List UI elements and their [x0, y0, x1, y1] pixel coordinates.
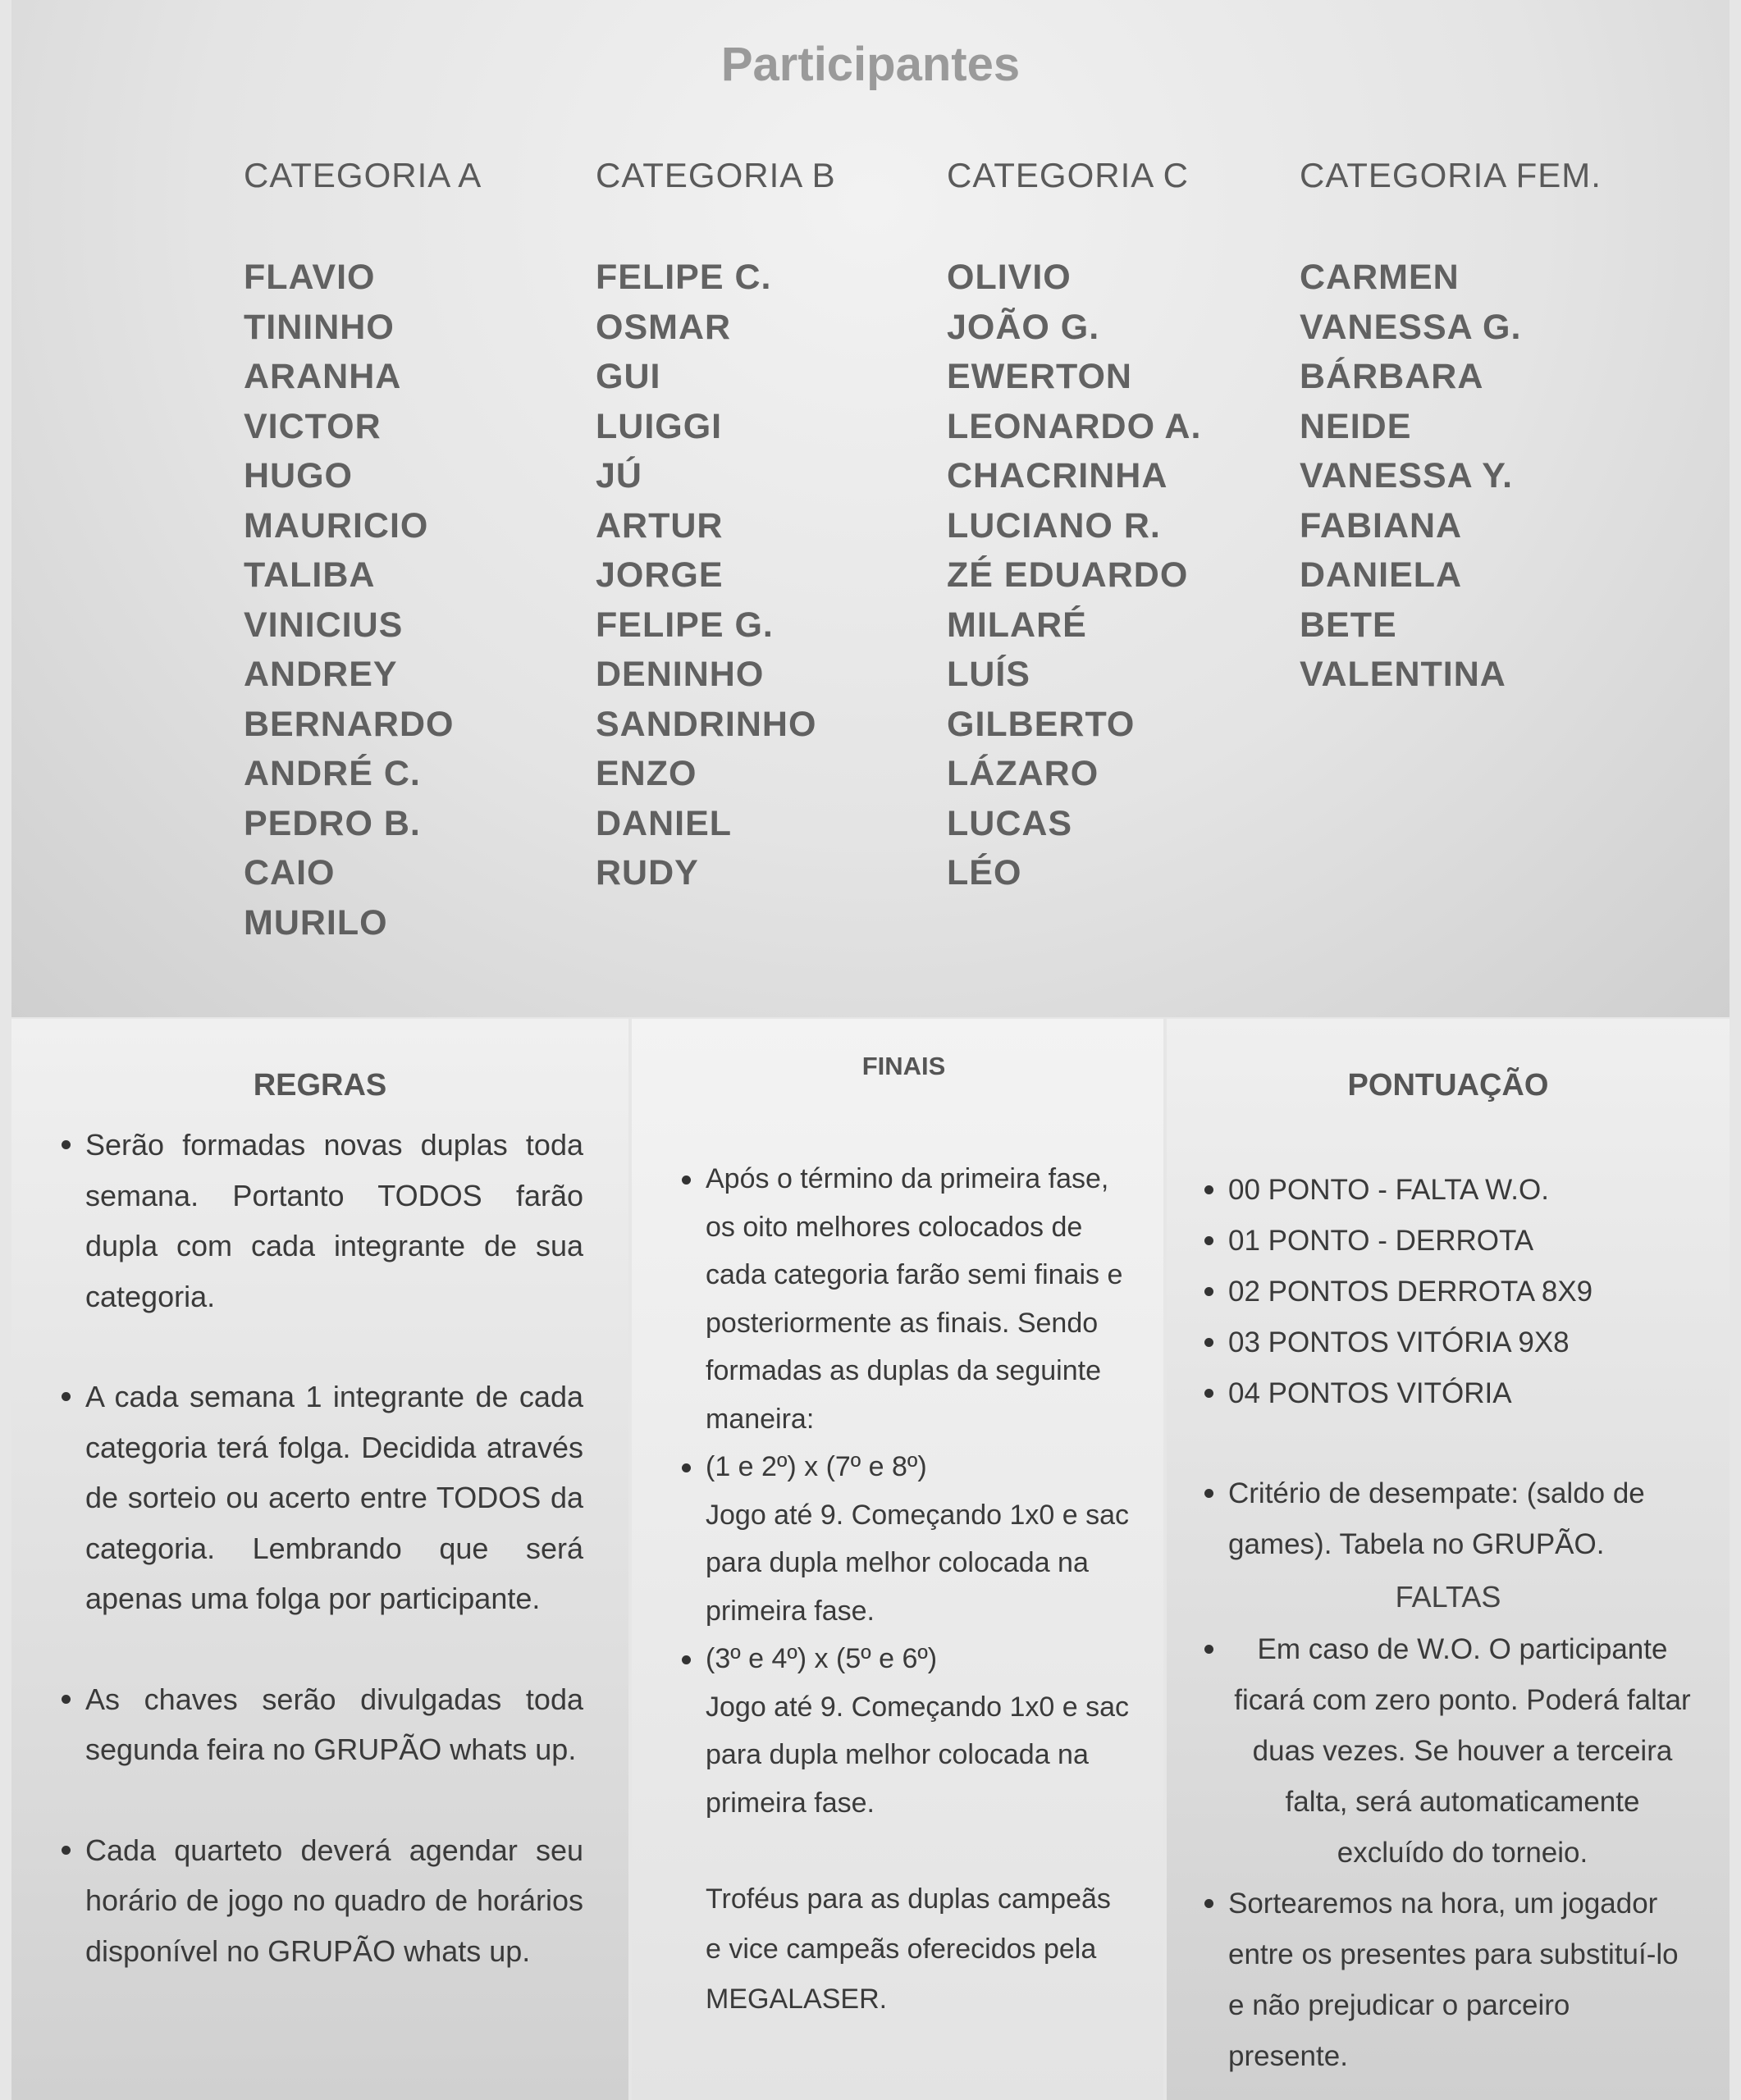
participant-name: CARMEN: [1300, 258, 1460, 297]
participant-name: ARANHA: [244, 357, 402, 396]
participant-name: OLIVIO: [947, 258, 1072, 297]
participant-name: FELIPE G.: [596, 605, 774, 645]
participant-name: CHACRINHA: [947, 456, 1168, 495]
participant-name: DANIELA: [1300, 555, 1463, 595]
participant-name: DENINHO: [596, 655, 765, 694]
participant-name: FLAVIO: [244, 258, 376, 297]
points-item: 04 PONTOS VITÓRIA: [1200, 1368, 1697, 1419]
participant-name: BETE: [1300, 605, 1397, 645]
participant-name: ANDREY: [244, 655, 398, 694]
participants-section: [11, 0, 1730, 1017]
faltas-item: Em caso de W.O. O participante ficará com zero ponto. Poderá faltar duas vezes. Se houver a terceira falta, será automaticamente excluído do torneio.: [1200, 1624, 1697, 1879]
points-item: 00 PONTO - FALTA W.O.: [1200, 1165, 1697, 1216]
finais-item: (3º e 4º) x (5º e 6º) Jogo até 9. Começando 1x0 e sac para dupla melhor colocada na primeira fase.: [677, 1635, 1131, 1827]
participant-name: ANDRÉ C.: [244, 754, 421, 793]
participant-list: [596, 253, 957, 898]
pontuacao-panel: [1167, 1019, 1730, 2100]
category-a: [244, 156, 605, 947]
participant-name: FABIANA: [1300, 505, 1463, 546]
bullet-icon: [1204, 1389, 1213, 1398]
faltas-item: Sortearemos na hora, um jogador entre os presentes para substituí-lo e não prejudicar o parceiro presente.: [1200, 1879, 1697, 2082]
category-c: [947, 156, 1308, 898]
participant-name: TININHO: [244, 307, 395, 347]
participant-name: PEDRO B.: [244, 803, 421, 843]
participant-list: [947, 253, 1308, 898]
participant-name: VICTOR: [244, 406, 382, 446]
bullet-icon: [682, 1655, 691, 1664]
bullet-icon: [62, 1140, 71, 1149]
bullet-icon: [1204, 1899, 1213, 1908]
participant-name: LUCIANO R.: [947, 505, 1161, 546]
finais-panel: [632, 1019, 1163, 2100]
bullet-icon: [1204, 1338, 1213, 1347]
finais-item: Após o término da primeira fase, os oito melhores colocados de cada categoria farão semi finais e posteriormente as finais. Sendo formadas as duplas da seguinte maneira:: [677, 1155, 1131, 1443]
participant-name: JORGE: [596, 555, 724, 595]
points-item: 03 PONTOS VITÓRIA 9X8: [1200, 1317, 1697, 1368]
participant-name: EWERTON: [947, 357, 1132, 396]
participant-name: VINICIUS: [244, 605, 404, 645]
rule-item: As chaves serão divulgadas toda segunda feira no GRUPÃO whats up.: [57, 1674, 583, 1775]
participant-name: NEIDE: [1300, 406, 1412, 446]
participant-name: JÚ: [596, 456, 642, 495]
regras-title: REGRAS: [253, 1068, 387, 1102]
bullet-icon: [62, 1392, 71, 1401]
participant-name: OSMAR: [596, 307, 732, 347]
participant-name: LEONARDO A.: [947, 406, 1202, 446]
participant-name: MAURICIO: [244, 505, 429, 546]
participant-name: MURILO: [244, 902, 388, 943]
participant-name: SANDRINHO: [596, 704, 817, 744]
participant-name: CAIO: [244, 853, 336, 892]
participant-name: LUIGGI: [596, 406, 723, 446]
participant-name: JOÃO G.: [947, 307, 1100, 347]
regras-panel: [11, 1019, 628, 2100]
points-item: 02 PONTOS DERROTA 8X9: [1200, 1267, 1697, 1317]
participant-name: GILBERTO: [947, 704, 1136, 744]
rule-item: A cada semana 1 integrante de cada categoria terá folga. Decidida através de sorteio ou acerto entre TODOS da categoria. Lembrando que será apenas uma folga por participante.: [57, 1372, 583, 1624]
category-header: CATEGORIA C: [947, 156, 1189, 194]
rule-item: Cada quarteto deverá agendar seu horário de jogo no quadro de horários disponível no GRUPÃO whats up.: [57, 1825, 583, 1977]
participant-name: GUI: [596, 357, 661, 396]
bullet-icon: [1204, 1287, 1213, 1296]
participant-name: LUÍS: [947, 655, 1030, 694]
rule-item: Serão formadas novas duplas toda semana. Portanto TODOS farão dupla com cada integrante de sua categoria.: [57, 1120, 583, 1322]
participant-name: VALENTINA: [1300, 655, 1506, 694]
category-header: CATEGORIA B: [596, 156, 836, 194]
participant-name: LÉO: [947, 853, 1022, 892]
participant-name: VANESSA G.: [1300, 307, 1522, 347]
participant-name: DANIEL: [596, 803, 733, 843]
category-header: CATEGORIA FEM.: [1300, 156, 1602, 194]
participant-name: MILARÉ: [947, 605, 1087, 645]
participant-name: RUDY: [596, 853, 699, 892]
finais-title: FINAIS: [861, 1052, 946, 1080]
bullet-icon: [1204, 1489, 1213, 1498]
bullet-icon: [62, 1695, 71, 1704]
participant-list: [1300, 253, 1661, 700]
bullet-icon: [1204, 1236, 1213, 1245]
participant-name: TALIBA: [244, 555, 376, 595]
category-header: CATEGORIA A: [244, 156, 482, 194]
participant-name: VANESSA Y.: [1300, 456, 1514, 495]
category-fem: [1300, 156, 1661, 700]
bullet-icon: [682, 1176, 691, 1185]
bullet-icon: [1204, 1645, 1213, 1654]
participant-name: HUGO: [244, 456, 353, 495]
finais-item: (1 e 2º) x (7º e 8º) Jogo até 9. Começando 1x0 e sac para dupla melhor colocada na primeira fase.: [677, 1443, 1131, 1635]
participant-name: ARTUR: [596, 505, 724, 546]
pontuacao-title: PONTUAÇÃO: [1347, 1068, 1549, 1102]
participant-name: FELIPE C.: [596, 258, 772, 297]
participant-name: BERNARDO: [244, 704, 455, 744]
bullet-icon: [682, 1463, 691, 1472]
criterio-item: Critério de desempate: (saldo de games). Tabela no GRUPÃO.: [1200, 1468, 1697, 1570]
participant-name: ENZO: [596, 754, 697, 793]
bullet-icon: [62, 1846, 71, 1855]
points-item: 01 PONTO - DERROTA: [1200, 1216, 1697, 1267]
bullet-icon: [1204, 1185, 1213, 1194]
participant-list: [244, 253, 605, 947]
trofeus-text: Troféus para as duplas campeãs e vice campeãs oferecidos pela MEGALASER.: [706, 1883, 1111, 2015]
participant-name: BÁRBARA: [1300, 357, 1484, 396]
faltas-title: FALTAS: [1395, 1580, 1501, 1614]
participant-name: LUCAS: [947, 803, 1073, 843]
page-title: Participantes: [720, 38, 1021, 91]
participant-name: LÁZARO: [947, 754, 1099, 793]
category-b: [596, 156, 957, 898]
participant-name: ZÉ EDUARDO: [947, 555, 1189, 595]
